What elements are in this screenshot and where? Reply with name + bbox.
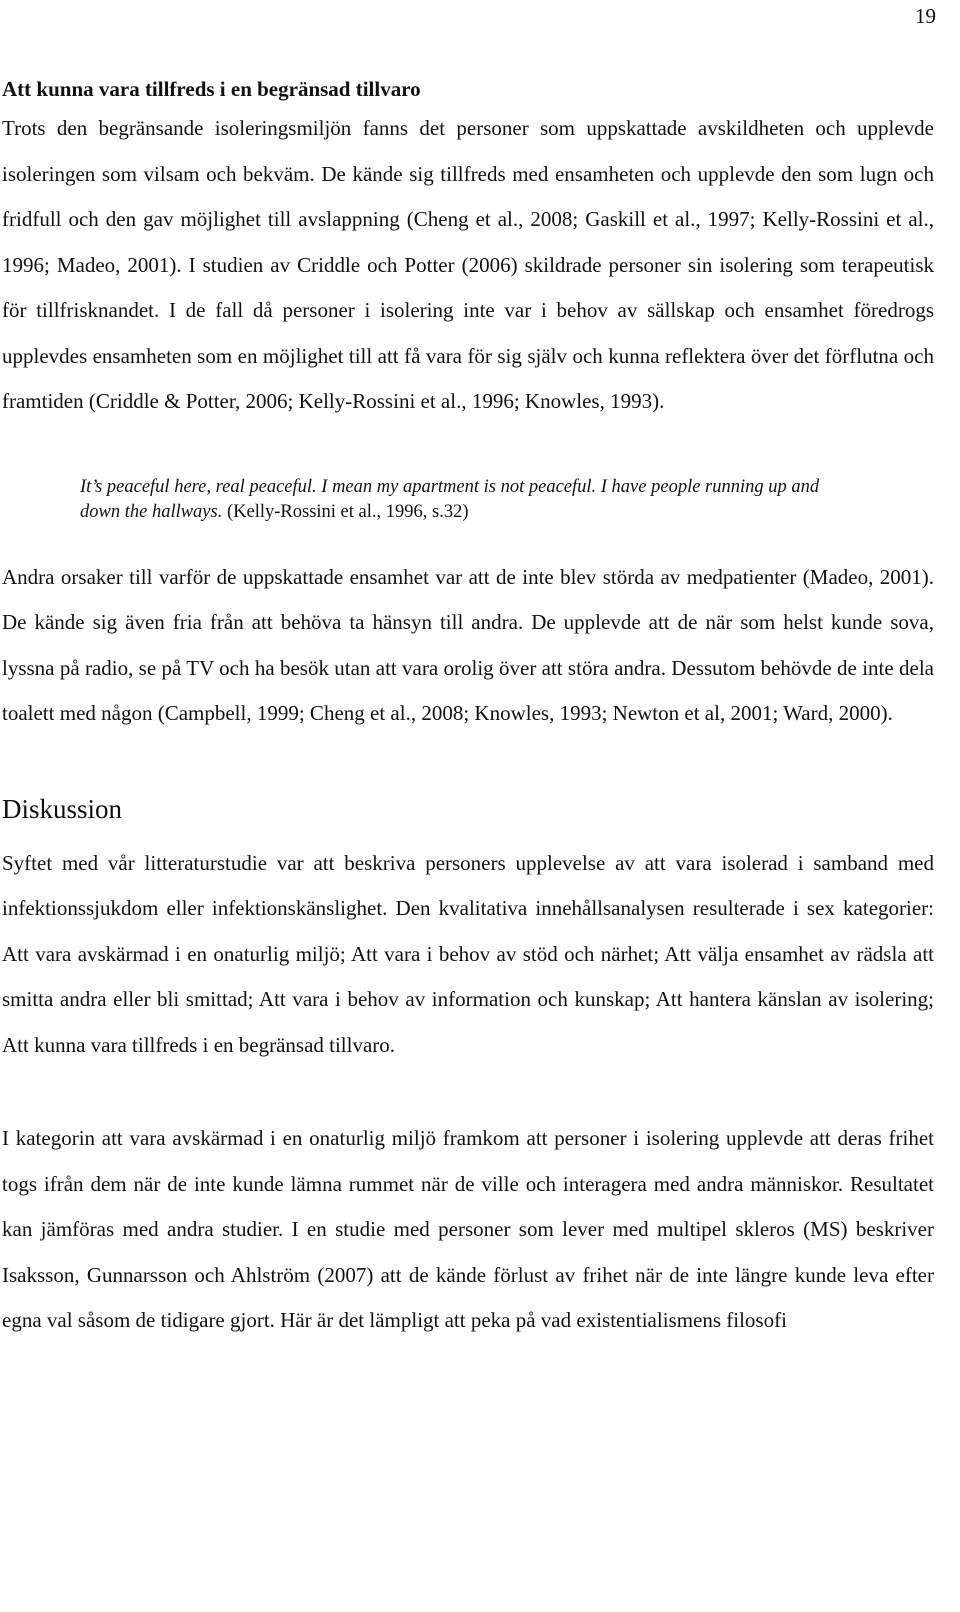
section-paragraph-1: Trots den begränsande isoleringsmiljön fanns det personer som uppskattade avskildheten och upplevde isoleringen som vilsam och bekväm. De kände sig tillfreds med ensamheten och upplevde den som lugn och fridfull och den gav möjlighet till avslappning (Cheng et al., 2008; Gaskill et al., 1997; Kelly-Rossini et al., 1996; Madeo, 2001). I studien av Criddle och Potter (2006) skildrade personer sin isolering som terapeutisk för tillfrisknandet. I de fall då personer i isolering inte var i behov av sällskap och ensamhet föredrogs upplevdes ensamheten som en möjlighet till att få vara för sig själv och kunna reflektera över det förflutna och framtiden (Criddle & Potter, 2006; Kelly-Rossini et al., 1996; Knowles, 1993). — [2, 116, 934, 413]
page-number: 19 — [915, 4, 936, 28]
quote-text: It’s peaceful here, real peaceful. I mean my apartment is not peaceful. I have people running up and down the hallways. — [80, 476, 820, 522]
discussion-paragraph-2: I kategorin att vara avskärmad i en onaturlig miljö framkom att personer i isolering upplevde att deras frihet togs ifrån dem när de inte kunde lämna rummet när de ville och interagera med andra människor. Resultatet kan jämföras med andra studier. I en studie med personer som lever med multipel skleros (MS) beskriver Isaksson, Gunnarsson och Ahlström (2007) att de kände förlust av frihet när de inte längre kunde leva efter egna val såsom de tidigare gjort. Här är det lämpligt att peka på vad existentialismens filosofi — [2, 1126, 934, 1332]
document-body — [2, 74, 934, 1344]
block-quote — [80, 475, 840, 525]
section-heading: Att kunna vara tillfreds i en begränsad tillvaro — [2, 77, 421, 101]
discussion-heading: Diskussion — [2, 793, 123, 824]
quote-citation: (Kelly-Rossini et al., 1996, s.32) — [222, 501, 469, 522]
discussion-paragraph-1: Syftet med vår litteraturstudie var att beskriva personers upplevelse av att vara isolerad i samband med infektionssjukdom eller infektionskänslighet. Den kvalitativa innehållsanalysen resulterade i sex kategorier: Att vara avskärmad i en onaturlig miljö; Att vara i behov av stöd och närhet; Att välja ensamhet av rädsla att smitta andra eller bli smittad; Att vara i behov av information och kunskap; Att hantera känslan av isolering; Att kunna vara tillfreds i en begränsad tillvaro. — [2, 850, 934, 1057]
section-paragraph-2: Andra orsaker till varför de uppskattade ensamhet var att de inte blev störda av medpatienter (Madeo, 2001). De kände sig även fria från att behöva ta hänsyn till andra. De upplevde att de när som helst kunde sova, lyssna på radio, se på TV och ha besök utan att vara orolig över att störa andra. Dessutom behövde de inte dela toalett med någon (Campbell, 1999; Cheng et al., 2008; Knowles, 1993; Newton et al, 2001; Ward, 2000). — [2, 564, 934, 725]
